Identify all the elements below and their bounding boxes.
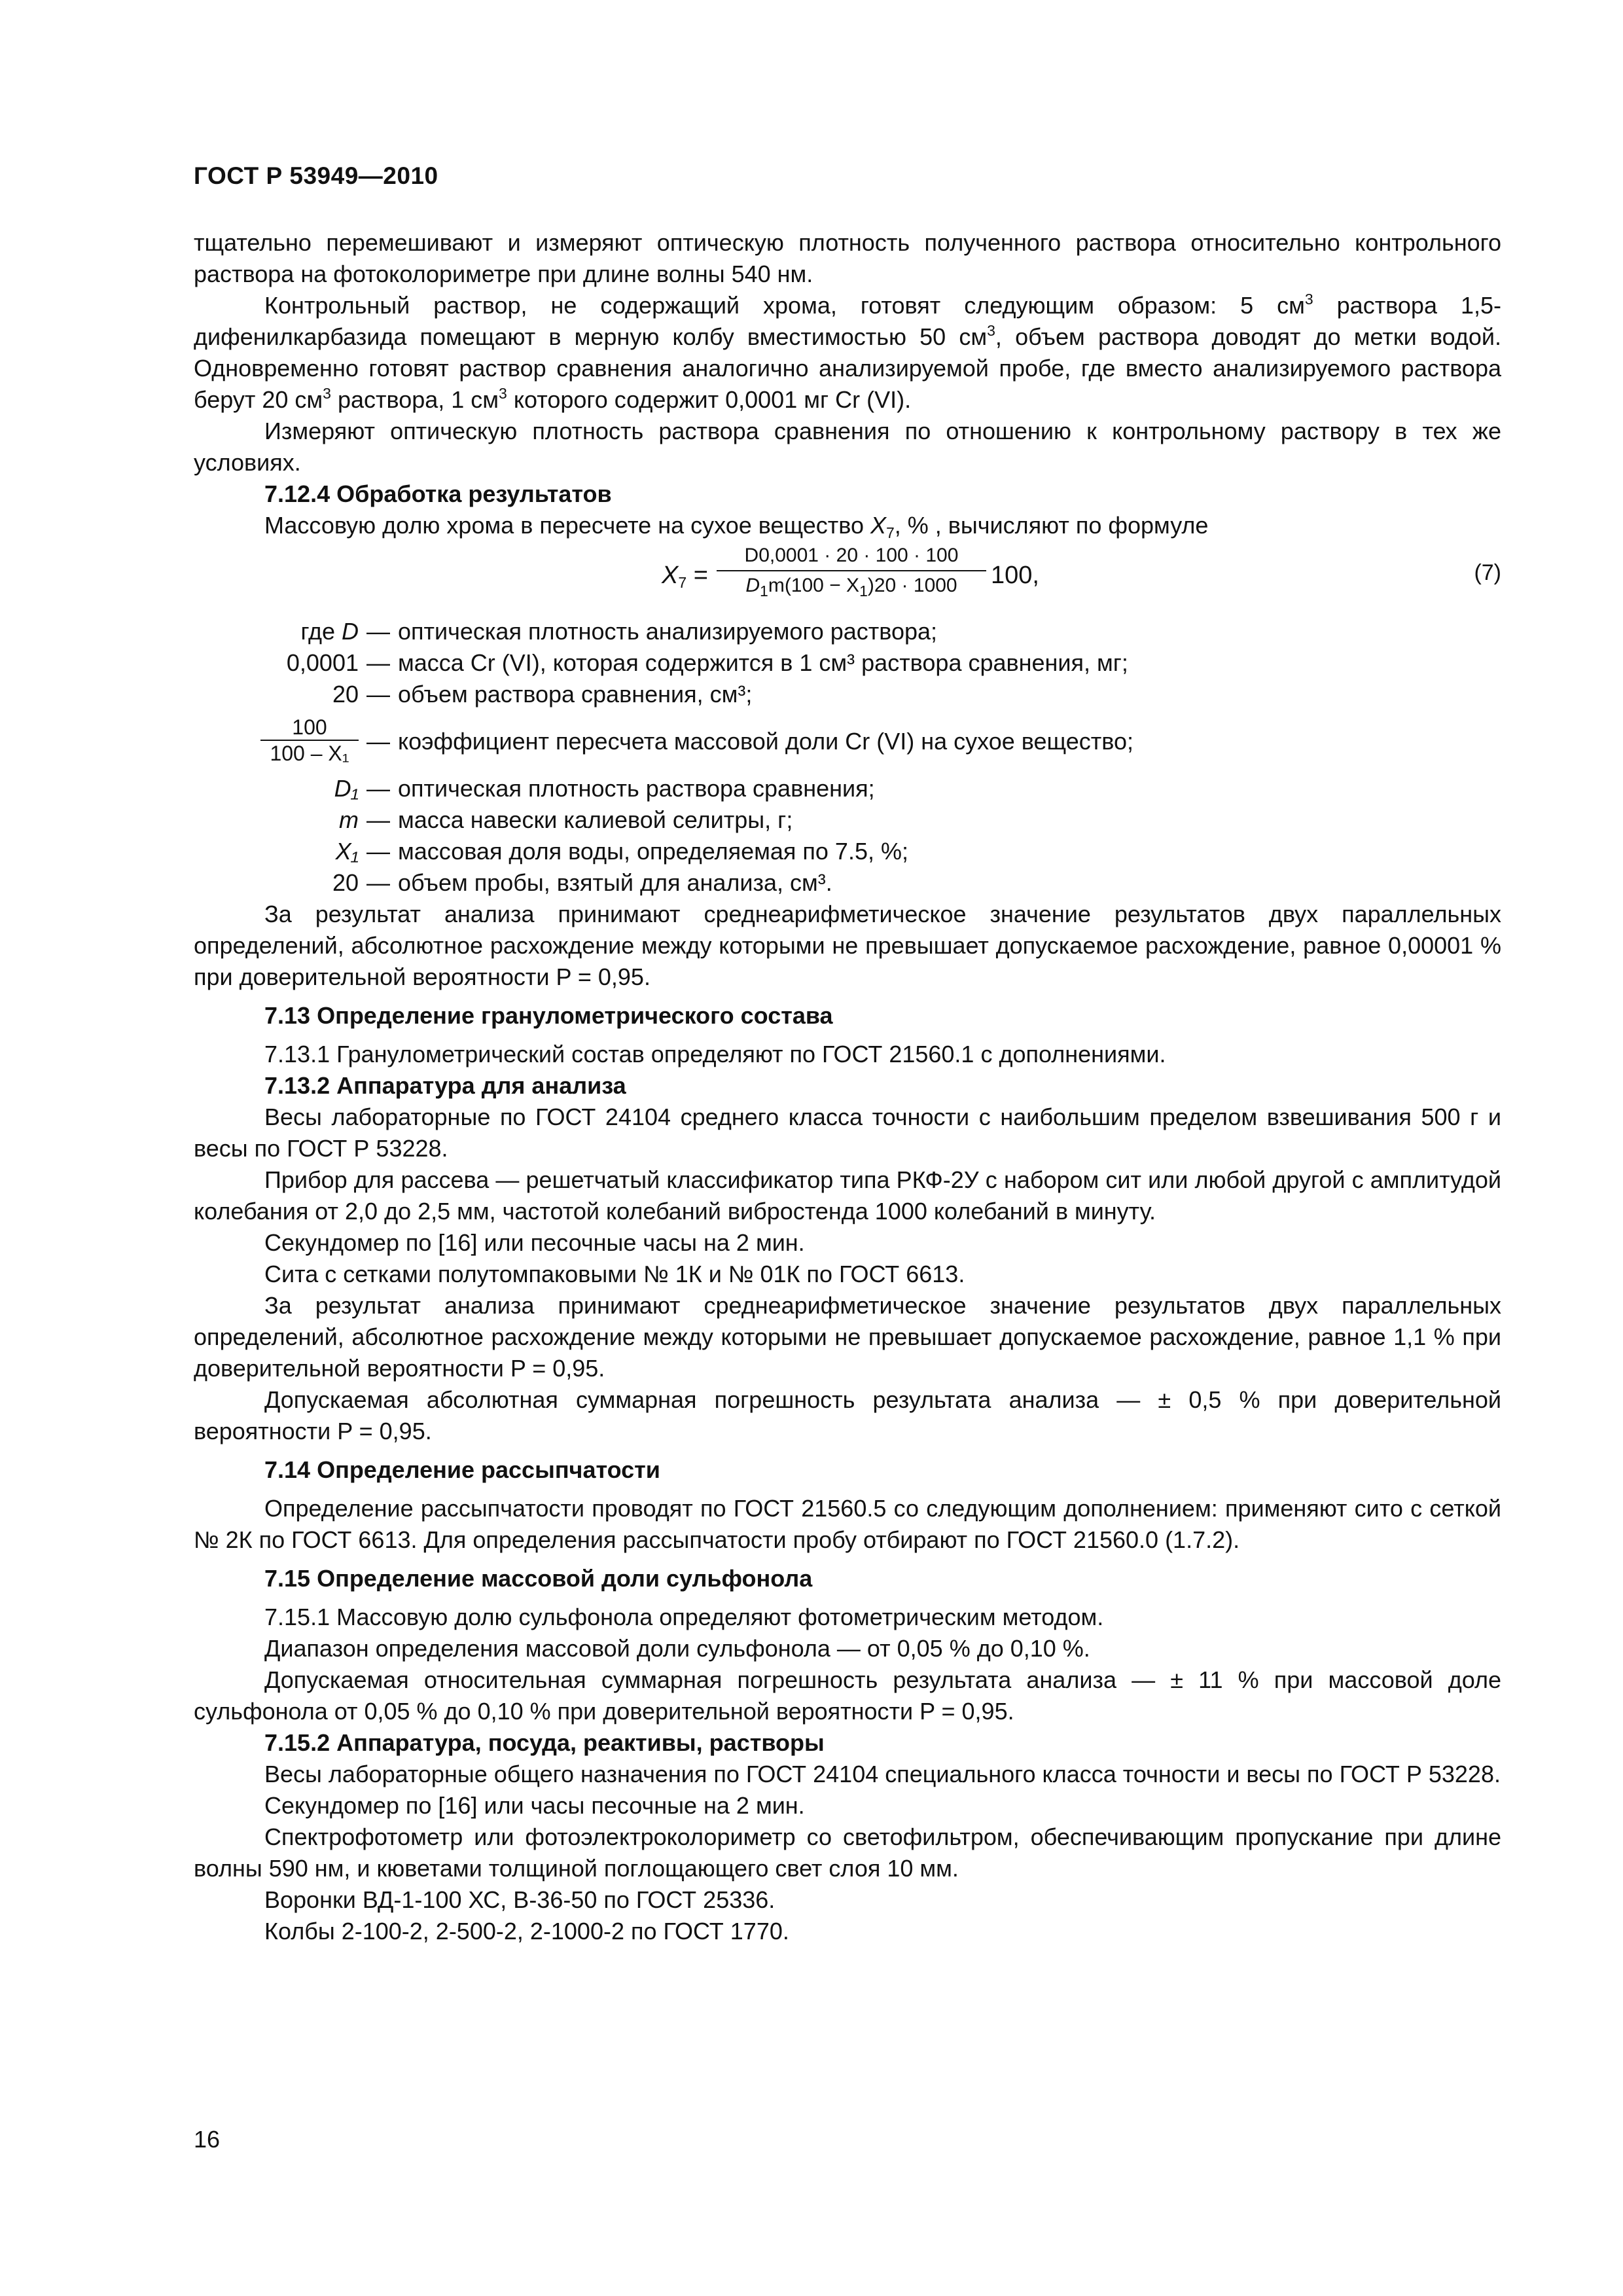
definition-text: масса навески калиевой селитры, г; [398,806,793,833]
section-heading-7-13: 7.13 Определение гранулометрического состава [264,1002,833,1029]
definition-dash: — [366,869,390,896]
section-heading-7-14: 7.14 Определение рассыпчатости [264,1456,660,1483]
definition-dash: — [366,618,390,645]
definition-dash: — [366,775,390,802]
formula-numerator: D0,0001 · 20 · 100 · 100 [744,545,959,566]
text-run: раствора, 1 см [330,386,499,413]
page-number: 16 [194,2126,221,2153]
definition-row [194,616,1501,647]
paragraph-formula-intro [194,510,1501,541]
variable-definitions [194,616,1501,899]
formula-number: (7) [1474,560,1501,585]
text-run: раствора 1,5-дифенилкарбазида помещают в мерную колбу вместимостью 50 см [194,292,1501,350]
document-body [194,227,1501,1947]
subscript: 7 [885,524,895,541]
text-run: , % , вычисляют по формуле [894,512,1209,539]
definition-row [194,867,1501,899]
section-heading-7-13-2: 7.13.2 Аппаратура для анализа [264,1072,626,1099]
paragraph: Секундомер по [16] или часы песочные на 2 мин. [264,1792,805,1819]
formula-denominator [717,571,986,600]
paragraph: Измеряют оптическую плотность раствора сравнения по отношению к контрольному раствору в тех же условиях. [194,418,1501,476]
paragraph: тщательно перемешивают и измеряют оптическую плотность полученного раствора относительно контрольного раствора на фотоколориметре при длине волны 540 нм. [194,229,1501,287]
paragraph: Диапазон определения массовой доли сульфонола — от 0,05 % до 0,10 %. [264,1635,1090,1662]
definition-key: X₁ [335,838,359,865]
paragraph: Колбы 2-100-2, 2-500-2, 2-1000-2 по ГОСТ 1770. [264,1918,789,1945]
superscript: 3 [1304,291,1313,308]
section-heading-7-15-2: 7.15.2 Аппаратура, посуда, реактивы, растворы [264,1729,825,1756]
definition-row [194,679,1501,710]
definition-key: m [339,806,359,833]
formula-7 [194,541,1501,607]
definition-key: 0,0001 [286,649,359,676]
formula-equals: = [687,562,708,589]
definition-text: коэффициент пересчета массовой доли Cr (VI) на сухое вещество; [398,728,1133,755]
text-run: Массовую долю хрома в пересчете на сухое вещество [264,512,870,539]
paragraph-control-solution [194,290,1501,416]
where-word: где [300,618,335,645]
definition-dash: — [366,728,390,755]
variable: X [870,512,886,539]
formula-variable: X [662,562,679,589]
paragraph: 7.13.1 Гранулометрический состав определяют по ГОСТ 21560.1 с дополнениями. [264,1041,1166,1067]
definition-key: D₁ [334,775,359,802]
formula-subscript: 1 [760,583,768,600]
definition-text: оптическая плотность раствора сравнения; [398,775,875,802]
formula-fraction [717,541,986,600]
formula-text: m(100 − X [768,575,860,596]
definition-text: массовая доля воды, определяемая по 7.5, %; [398,838,908,865]
paragraph: Сита с сетками полутомпаковыми № 1К и № 01К по ГОСТ 6613. [264,1261,965,1287]
definition-dash: — [366,838,390,865]
formula-subscript: 1 [859,583,868,600]
formula-variable: D [745,575,760,596]
definition-row [194,804,1501,836]
paragraph: Прибор для рассева — решетчатый классификатор типа РКФ-2У с набором сит или любой другой с амплитудой колебания от 2,0 до 2,5 мм, частотой колебаний вибростенда 1000 колебаний в минуту. [194,1166,1501,1225]
definition-dash: — [366,681,390,708]
definition-row [194,647,1501,679]
paragraph: Определение рассыпчатости проводят по ГОСТ 21560.5 со следующим дополнением: применяют сито с сеткой № 2К по ГОСТ 6613. Для определения рассыпчатости пробу отбирают по ГОСТ 21560.0 (1.7.2). [194,1495,1501,1553]
text-run: которого содержит 0,0001 мг Cr (VI). [507,386,912,413]
definition-key [194,616,359,647]
coefficient-numerator: 100 [260,715,359,741]
definition-key: 20 [332,681,359,708]
definition-text: масса Cr (VI), которая содержится в 1 см³ раствора сравнения, мг; [398,649,1128,676]
coefficient-denominator: 100 – X₁ [270,742,349,765]
paragraph: Допускаемая абсолютная суммарная погрешность результата анализа — ± 0,5 % при доверительной вероятности P = 0,95. [194,1386,1501,1444]
text-run: , объем раствора доводят до метки водой. Одновременно готовят раствор сравнения аналогично анализируемой пробе, где вместо анализируемого раствора берут 20 см [194,323,1501,413]
definition-text: оптическая плотность анализируемого раствора; [398,618,938,645]
text-run: Контрольный раствор, не содержащий хрома, готовят следующим образом: 5 см [264,292,1305,319]
paragraph: За результат анализа принимают среднеарифметическое значение результатов двух параллельных определений, абсолютное расхождение между которыми не превышает допускаемое расхождение, равное 0,00001 % при доверительной вероятности P = 0,95. [194,901,1501,990]
definition-key: 20 [332,869,359,896]
definition-row [194,710,1501,773]
superscript: 3 [323,385,331,402]
paragraph: Секундомер по [16] или песочные часы на 2 мин. [264,1229,805,1256]
paragraph: За результат анализа принимают среднеарифметическое значение результатов двух параллельных определений, абсолютное расхождение между которыми не превышает допускаемое расхождение, равное 1,1 % при доверительной вероятности P = 0,95. [194,1292,1501,1382]
definition-key [194,715,359,768]
paragraph: Весы лабораторные общего назначения по ГОСТ 24104 специального класса точности и весы по ГОСТ Р 53228. [264,1761,1501,1787]
paragraph: Воронки ВД-1-100 ХС, В-36-50 по ГОСТ 25336. [264,1886,776,1913]
coefficient-fraction [260,715,359,766]
superscript: 3 [499,385,507,402]
definition-row [194,773,1501,804]
definition-text: объем раствора сравнения, см³; [398,681,753,708]
definition-symbol: D [342,618,359,645]
definition-dash: — [366,649,390,676]
document-header: ГОСТ Р 53949—2010 [194,162,438,189]
superscript: 3 [987,322,995,339]
paragraph: Спектрофотометр или фотоэлектроколориметр со светофильтром, обеспечивающим пропускание при длине волны 590 нм, и кюветами толщиной поглощающего свет слоя 10 мм. [194,1823,1501,1882]
definition-text: объем пробы, взятый для анализа, см³. [398,869,832,896]
definition-dash: — [366,806,390,833]
formula-multiplier: 100, [991,562,1039,589]
paragraph: Допускаемая относительная суммарная погрешность результата анализа — ± 11 % при массовой доле сульфонола от 0,05 % до 0,10 % при доверительной вероятности P = 0,95. [194,1666,1501,1725]
formula-text: )20 · 1000 [867,575,957,596]
section-heading-7-15: 7.15 Определение массовой доли сульфонола [264,1565,813,1592]
paragraph: Весы лабораторные по ГОСТ 24104 среднего класса точности с наибольшим пределом взвешивания 500 г и весы по ГОСТ Р 53228. [194,1103,1501,1162]
paragraph: 7.15.1 Массовую долю сульфонола определяют фотометрическим методом. [264,1604,1104,1630]
section-heading-7-12-4: 7.12.4 Обработка результатов [264,480,612,507]
definition-row [194,836,1501,867]
formula-lhs [662,560,708,591]
formula-subscript: 7 [678,574,687,591]
